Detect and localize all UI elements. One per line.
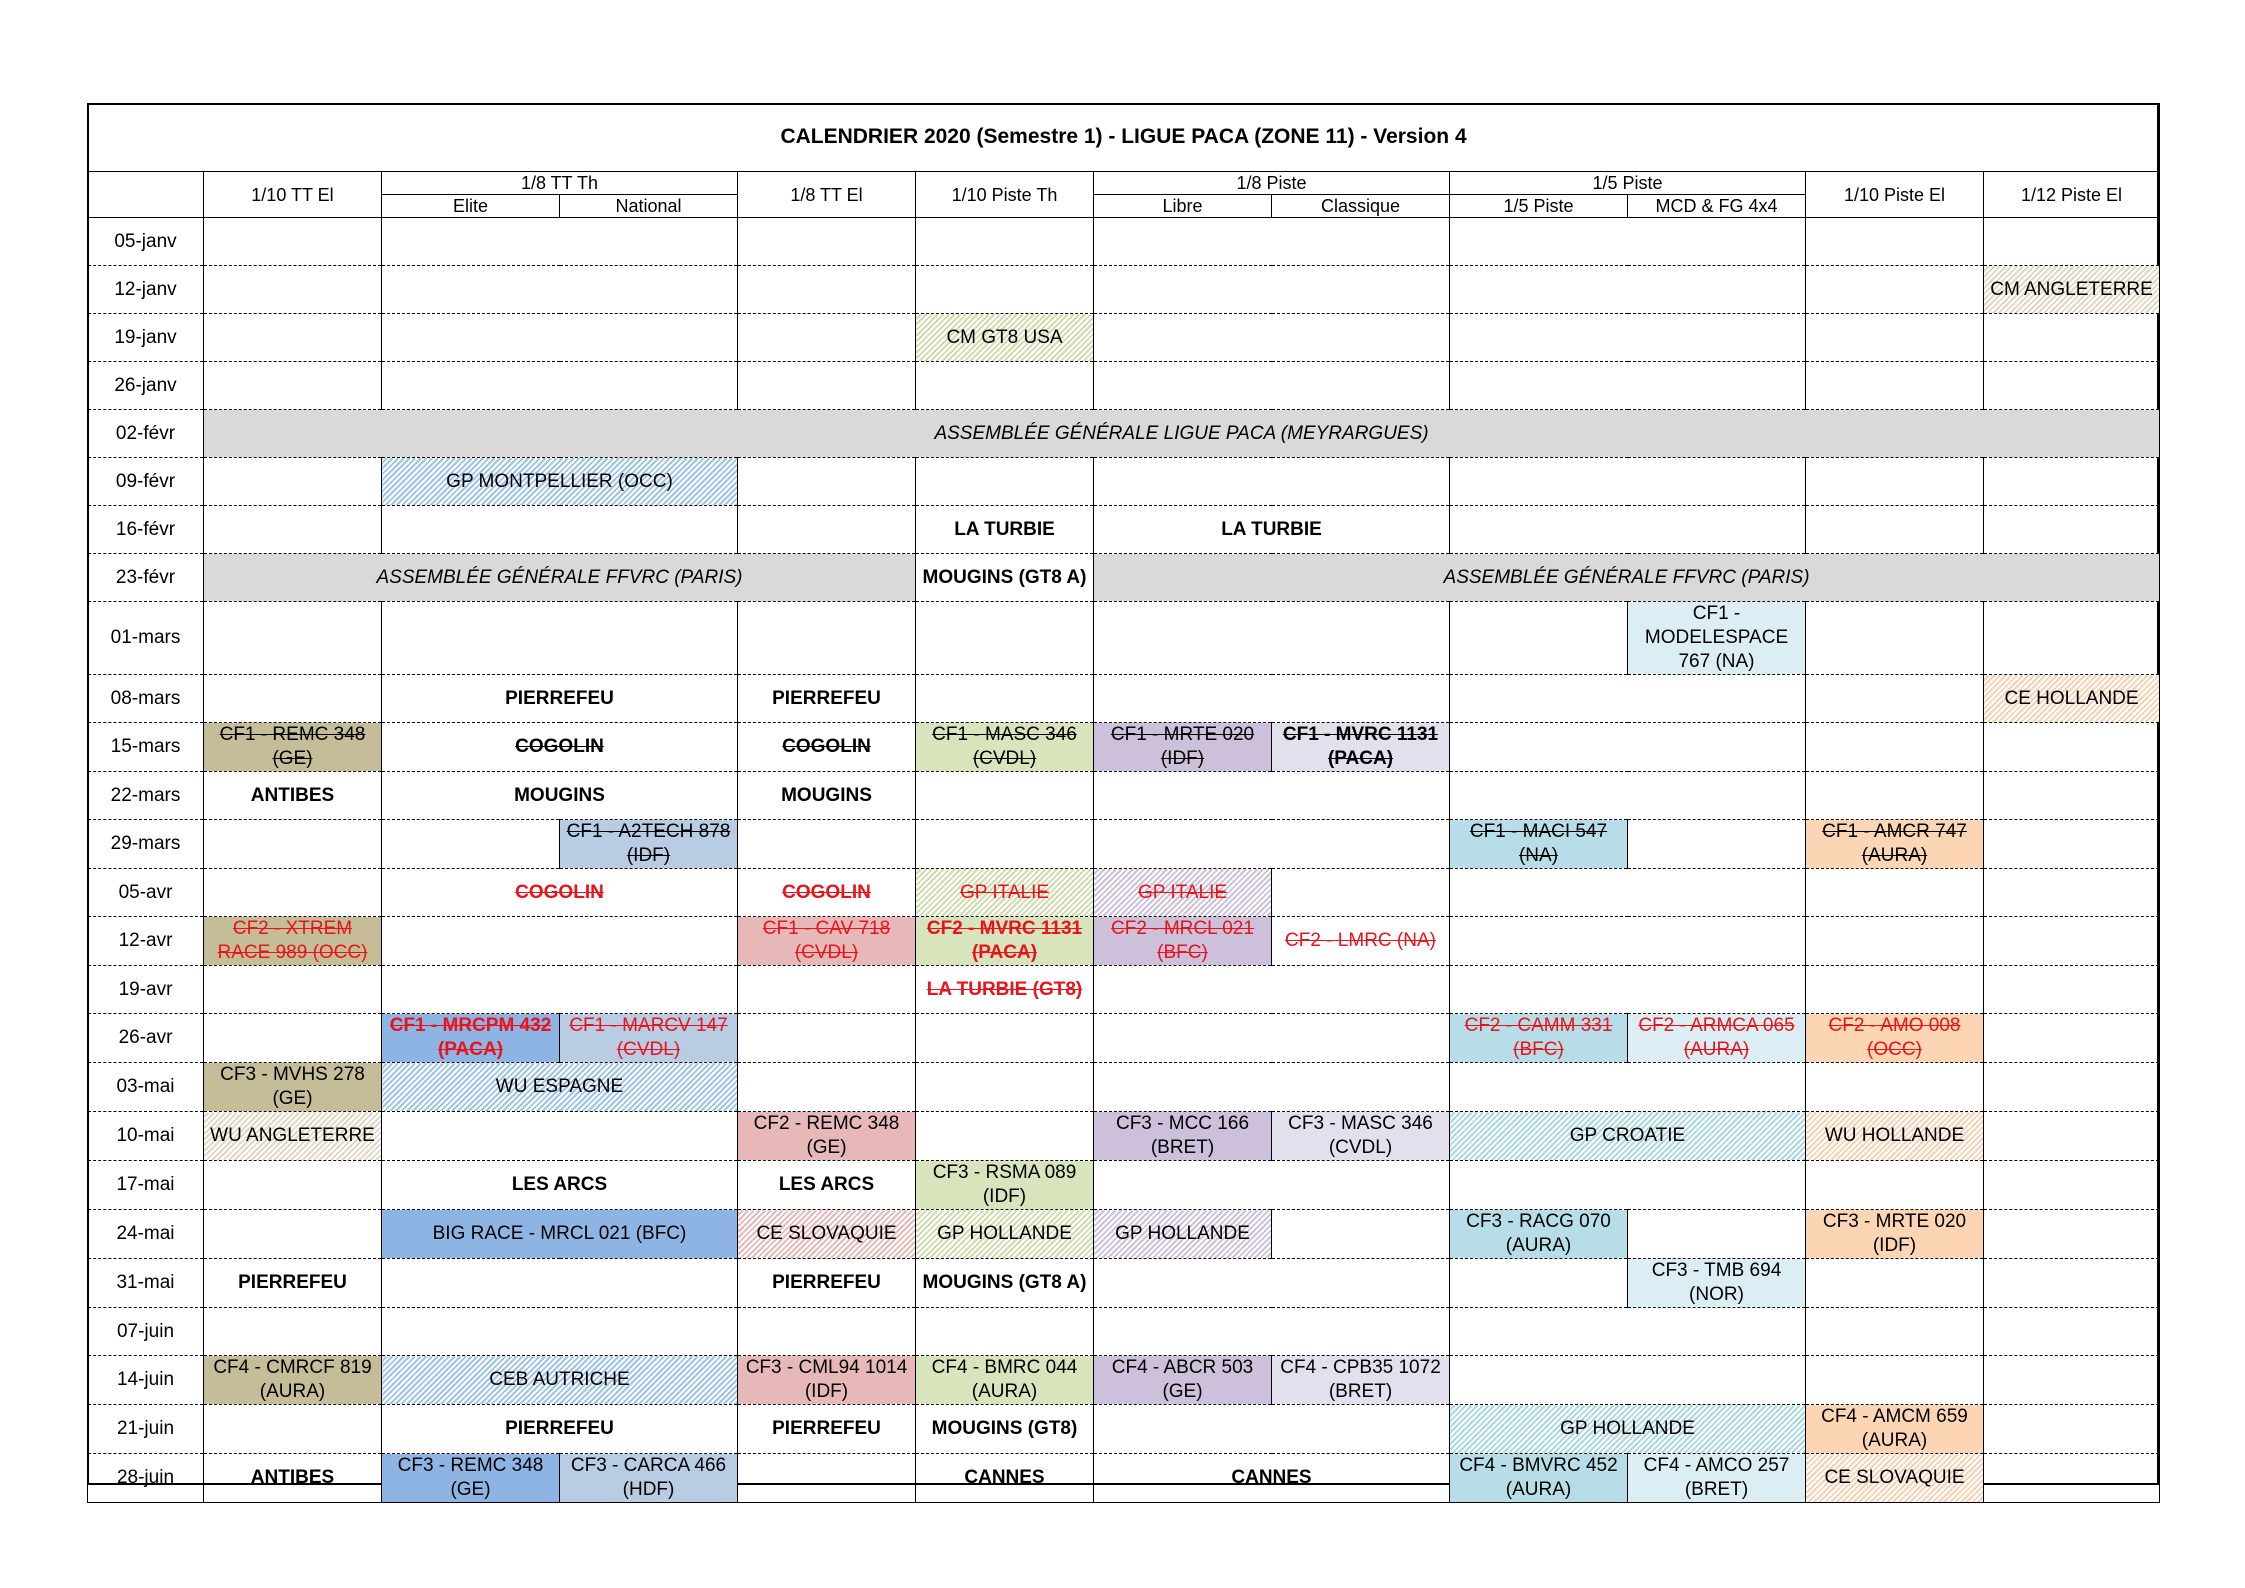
event-cell: CM GT8 USA: [916, 314, 1094, 362]
event-cell: PIERREFEU: [738, 675, 916, 723]
date-cell: 26-janv: [88, 362, 204, 410]
column-subheader: Classique: [1272, 195, 1450, 218]
event-cell: GP CROATIE: [1450, 1112, 1806, 1161]
event-cell: CF3 - MASC 346 (CVDL): [1272, 1112, 1450, 1161]
event-cell: CF2 - AMO 008 (OCC): [1806, 1014, 1984, 1063]
event-cell: CANNES: [1094, 1454, 1450, 1503]
column-group-header: 1/8 Piste: [1094, 172, 1450, 195]
event-cell: GP ITALIE: [916, 869, 1094, 917]
date-cell: 26-avr: [88, 1014, 204, 1063]
column-group-header: 1/5 Piste: [1450, 172, 1806, 195]
event-cell: CF1 - CAV 718 (CVDL): [738, 917, 916, 966]
event-cell: MOUGINS: [382, 772, 738, 820]
event-cell: MOUGINS (GT8 A): [916, 1259, 1094, 1308]
event-cell: [1628, 602, 1806, 675]
event-cell: CF1 - MVRC 1131 (PACA): [1272, 723, 1450, 772]
date-cell: 31-mai: [88, 1259, 204, 1308]
event-cell: CF1 - MRCPM 432 (PACA): [382, 1014, 560, 1063]
column-header: 1/12 Piste El: [1984, 172, 2160, 218]
event-cell: PIERREFEU: [204, 1259, 382, 1308]
event-cell: COGOLIN: [738, 723, 916, 772]
event-cell: ANTIBES: [204, 1454, 382, 1503]
event-cell: GP HOLLANDE: [1450, 1405, 1806, 1454]
event-cell: CF2 - CAMM 331 (BFC): [1450, 1014, 1628, 1063]
date-cell: 12-janv: [88, 266, 204, 314]
event-cell: CF3 - RACG 070 (AURA): [1450, 1210, 1628, 1259]
event-cell: CF1 - MACI 547 (NA): [1450, 820, 1628, 869]
event-line: CF1 - MODELESPACE: [1644, 603, 1789, 648]
event-cell: CANNES: [916, 1454, 1094, 1503]
calendar-table: [87, 103, 2160, 1503]
column-subheader: 1/5 Piste: [1450, 195, 1628, 218]
column-group-header: 1/8 TT Th: [382, 172, 738, 195]
event-line: 767 (NA): [1678, 651, 1755, 672]
event-cell: CF2 - LMRC (NA): [1272, 917, 1450, 966]
event-cell: PIERREFEU: [738, 1405, 916, 1454]
event-cell: PIERREFEU: [382, 1405, 738, 1454]
event-cell: GP HOLLANDE: [1094, 1210, 1272, 1259]
event-cell: WU HOLLANDE: [1806, 1112, 1984, 1161]
event-cell: GP MONTPELLIER (OCC): [382, 458, 738, 506]
date-cell: 02-févr: [88, 410, 204, 458]
date-column-header: [88, 172, 204, 218]
event-cell: CF4 - CMRCF 819 (AURA): [204, 1356, 382, 1405]
event-cell: COGOLIN: [382, 723, 738, 772]
date-cell: 29-mars: [88, 820, 204, 869]
event-cell: WU ESPAGNE: [382, 1063, 738, 1112]
event-cell: CE HOLLANDE: [1984, 675, 2160, 723]
event-cell: CF3 - MRTE 020 (IDF): [1806, 1210, 1984, 1259]
event-cell: CF4 - BMVRC 452 (AURA): [1450, 1454, 1628, 1503]
event-cell: MOUGINS (GT8 A): [916, 554, 1094, 602]
date-cell: 07-juin: [88, 1308, 204, 1356]
column-header: 1/10 TT El: [204, 172, 382, 218]
date-cell: 12-avr: [88, 917, 204, 966]
event-cell: LES ARCS: [382, 1161, 738, 1210]
event-cell: CE SLOVAQUIE: [1806, 1454, 1984, 1503]
event-cell: GP ITALIE: [1094, 869, 1272, 917]
date-cell: 05-janv: [88, 218, 204, 266]
event-cell: CF1 - A2TECH 878 (IDF): [560, 820, 738, 869]
date-cell: 08-mars: [88, 675, 204, 723]
event-cell: CF2 - MVRC 1131 (PACA): [916, 917, 1094, 966]
event-cell: CF4 - ABCR 503 (GE): [1094, 1356, 1272, 1405]
assembly-banner: ASSEMBLÉE GÉNÉRALE LIGUE PACA (MEYRARGUES): [204, 410, 2160, 458]
event-cell: MOUGINS: [738, 772, 916, 820]
date-cell: 17-mai: [88, 1161, 204, 1210]
event-cell: BIG RACE - MRCL 021 (BFC): [382, 1210, 738, 1259]
event-cell: PIERREFEU: [738, 1259, 916, 1308]
assembly-banner: ASSEMBLÉE GÉNÉRALE FFVRC (PARIS): [1094, 554, 2160, 602]
event-cell: GP HOLLANDE: [916, 1210, 1094, 1259]
column-subheader: Libre: [1094, 195, 1272, 218]
event-cell: CF2 - REMC 348 (GE): [738, 1112, 916, 1161]
event-cell: CF4 - CPB35 1072 (BRET): [1272, 1356, 1450, 1405]
date-cell: 21-juin: [88, 1405, 204, 1454]
event-cell: CF1 - REMC 348 (GE): [204, 723, 382, 772]
column-header: 1/10 Piste El: [1806, 172, 1984, 218]
event-cell: MOUGINS (GT8): [916, 1405, 1094, 1454]
date-cell: 01-mars: [88, 602, 204, 675]
event-cell: CF3 - REMC 348 (GE): [382, 1454, 560, 1503]
event-cell: LA TURBIE (GT8): [916, 966, 1094, 1014]
date-cell: 22-mars: [88, 772, 204, 820]
column-header: 1/8 TT El: [738, 172, 916, 218]
event-cell: CF1 - MASC 346 (CVDL): [916, 723, 1094, 772]
event-cell: ANTIBES: [204, 772, 382, 820]
event-cell: PIERREFEU: [382, 675, 738, 723]
event-cell: CF2 - XTREM RACE 989 (OCC): [204, 917, 382, 966]
event-cell: CF2 - ARMCA 065 (AURA): [1628, 1014, 1806, 1063]
event-cell: CF3 - CARCA 466 (HDF): [560, 1454, 738, 1503]
event-cell: CEB AUTRICHE: [382, 1356, 738, 1405]
column-header: 1/10 Piste Th: [916, 172, 1094, 218]
date-cell: 16-févr: [88, 506, 204, 554]
event-cell: CF4 - AMCM 659 (AURA): [1806, 1405, 1984, 1454]
date-cell: 19-janv: [88, 314, 204, 362]
date-cell: 10-mai: [88, 1112, 204, 1161]
event-cell: COGOLIN: [738, 869, 916, 917]
date-cell: 24-mai: [88, 1210, 204, 1259]
date-cell: 03-mai: [88, 1063, 204, 1112]
event-cell: CF4 - BMRC 044 (AURA): [916, 1356, 1094, 1405]
event-cell: CF3 - RSMA 089 (IDF): [916, 1161, 1094, 1210]
date-cell: 15-mars: [88, 723, 204, 772]
event-cell: CM ANGLETERRE: [1984, 266, 2160, 314]
event-cell: CF3 - MCC 166 (BRET): [1094, 1112, 1272, 1161]
date-cell: 09-févr: [88, 458, 204, 506]
date-cell: 23-févr: [88, 554, 204, 602]
event-cell: CE SLOVAQUIE: [738, 1210, 916, 1259]
event-cell: LA TURBIE: [916, 506, 1094, 554]
event-cell: CF2 - MRCL 021 (BFC): [1094, 917, 1272, 966]
event-cell: CF3 - MVHS 278 (GE): [204, 1063, 382, 1112]
event-cell: LES ARCS: [738, 1161, 916, 1210]
date-cell: 28-juin: [88, 1454, 204, 1503]
event-cell: CF1 - MARCV 147 (CVDL): [560, 1014, 738, 1063]
column-subheader: National: [560, 195, 738, 218]
event-cell: CF3 - TMB 694 (NOR): [1628, 1259, 1806, 1308]
event-cell: LA TURBIE: [1094, 506, 1450, 554]
event-cell: CF3 - CML94 1014 (IDF): [738, 1356, 916, 1405]
event-cell: CF4 - AMCO 257 (BRET): [1628, 1454, 1806, 1503]
assembly-banner: ASSEMBLÉE GÉNÉRALE FFVRC (PARIS): [204, 554, 916, 602]
column-subheader: Elite: [382, 195, 560, 218]
event-cell: CF1 - MRTE 020 (IDF): [1094, 723, 1272, 772]
event-cell: COGOLIN: [382, 869, 738, 917]
event-cell: CF1 - AMCR 747 (AURA): [1806, 820, 1984, 869]
column-subheader: MCD & FG 4x4: [1628, 195, 1806, 218]
page-title: CALENDRIER 2020 (Semestre 1) - LIGUE PACA (ZONE 11) - Version 4: [88, 103, 2160, 172]
date-cell: 14-juin: [88, 1356, 204, 1405]
date-cell: 19-avr: [88, 966, 204, 1014]
date-cell: 05-avr: [88, 869, 204, 917]
event-cell: WU ANGLETERRE: [204, 1112, 382, 1161]
